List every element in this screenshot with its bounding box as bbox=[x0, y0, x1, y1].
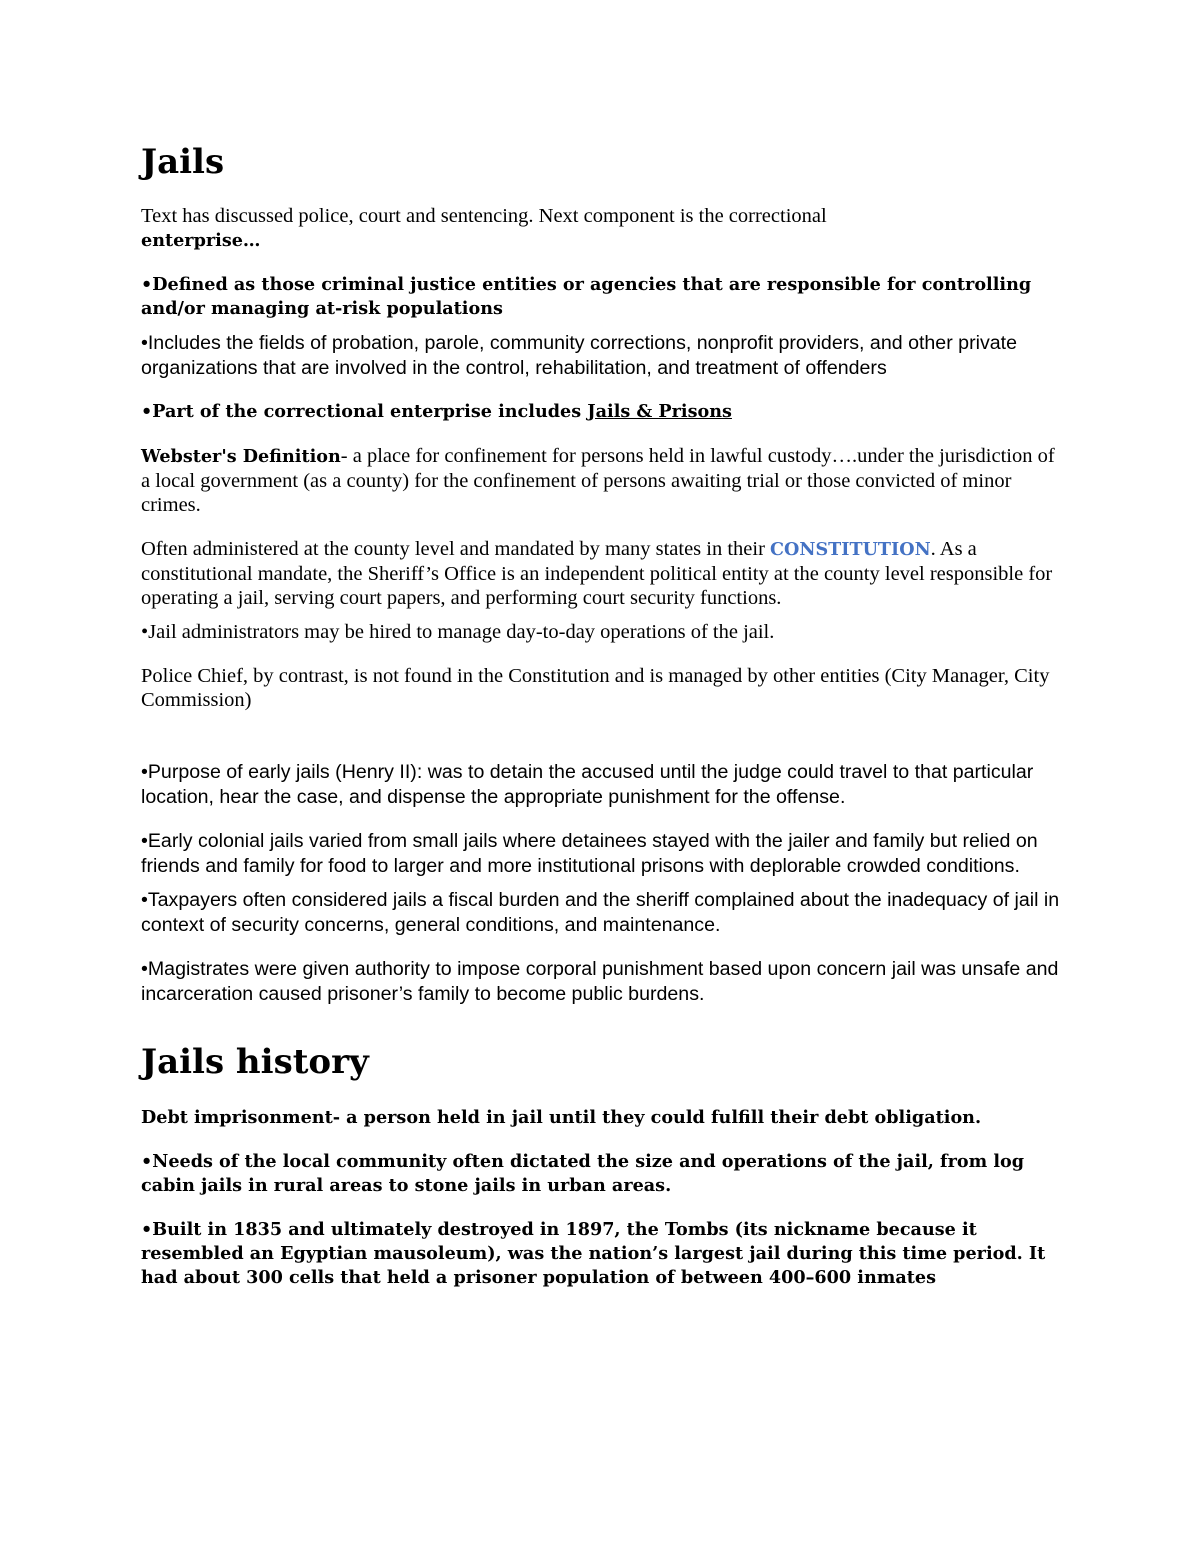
constitution-highlight: CONSTITUTION bbox=[770, 539, 931, 560]
county-administration-paragraph bbox=[141, 537, 1066, 610]
jails-prisons-link[interactable]: Jails & Prisons bbox=[587, 401, 732, 422]
websters-definition bbox=[141, 444, 1066, 517]
websters-text: - a place for confinement for persons held in lawful custody….under the jurisdiction of a local government (as a county) for the confinement of persons awaiting trial or those convicted of minor crimes. bbox=[141, 445, 1055, 516]
bullet-includes: •Includes the fields of probation, parole, community corrections, nonprofit providers, and other private organizations that are involved in the control, rehabilitation, and treatment of offenders bbox=[141, 332, 1017, 379]
bullet-jail-administrators: •Jail administrators may be hired to manage day-to-day operations of the jail. bbox=[141, 621, 775, 643]
section-title-jails-history: Jails history bbox=[141, 1042, 369, 1082]
debt-imprisonment: Debt imprisonment- a person held in jail until they could fulfill their debt obligation. bbox=[141, 1107, 982, 1128]
intro-bold-text: enterprise… bbox=[141, 230, 261, 251]
intro-paragraph bbox=[141, 204, 1066, 253]
document-page bbox=[141, 140, 1066, 1290]
page-title: Jails bbox=[141, 142, 225, 182]
bullet-the-tombs: •Built in 1835 and ultimately destroyed in 1897, the Tombs (its nickname because it resembled an Egyptian mausoleum), was the nation’s largest jail during this time period. It had about 300 cells that held a prisoner population of between 400–600 inmates bbox=[141, 1219, 1046, 1288]
intro-plain-text: Text has discussed police, court and sentencing. Next component is the correctional bbox=[141, 205, 827, 227]
bullet-taxpayers: •Taxpayers often considered jails a fiscal burden and the sheriff complained about the inadequacy of jail in context of security concerns, general conditions, and maintenance. bbox=[141, 889, 1060, 936]
bullet-community-needs: •Needs of the local community often dictated the size and operations of the jail, from log cabin jails in rural areas to stone jails in urban areas. bbox=[141, 1151, 1025, 1196]
police-chief-paragraph: Police Chief, by contrast, is not found in the Constitution and is managed by other entities (City Manager, City Commission) bbox=[141, 665, 1050, 711]
bullet-early-colonial-jails: •Early colonial jails varied from small jails where detainees stayed with the jailer and family but relied on friends and family for food to larger and more institutional prisons with deplorable crowded conditions. bbox=[141, 830, 1038, 877]
bullet-magistrates: •Magistrates were given authority to impose corporal punishment based upon concern jail was unsafe and incarceration caused prisoner’s family to become public burdens. bbox=[141, 958, 1059, 1005]
bullet-purpose-early-jails: •Purpose of early jails (Henry II): was to detain the accused until the judge could travel to that particular location, hear the case, and dispense the appropriate punishment for the offense. bbox=[141, 761, 1034, 808]
often-suffix: . As a constitutional mandate, the Sheriff’s Office is an independent political entity at the county level responsible for operating a jail, serving court papers, and performing court security functions. bbox=[141, 538, 1053, 609]
websters-label: Webster's Definition bbox=[141, 446, 341, 467]
bullet-part-of-enterprise bbox=[141, 400, 1066, 424]
often-prefix: Often administered at the county level and mandated by many states in their bbox=[141, 538, 771, 560]
bullet-part-prefix: •Part of the correctional enterprise includes bbox=[141, 401, 588, 422]
bullet-defined: •Defined as those criminal justice entities or agencies that are responsible for controlling and/or managing at-risk populations bbox=[141, 274, 1032, 319]
